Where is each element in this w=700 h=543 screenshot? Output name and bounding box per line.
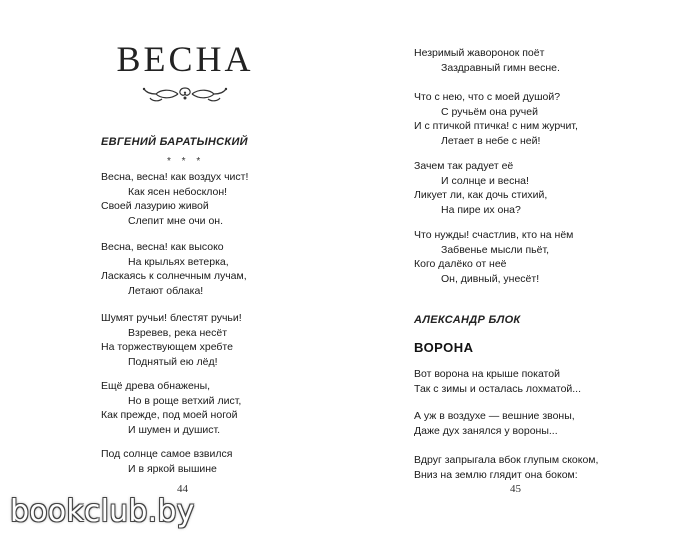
verse-line: Что с нею, что с моей душой?	[414, 91, 561, 103]
verse-line: И в яркой вышине	[128, 462, 217, 475]
watermark: bookclub.by	[10, 494, 195, 529]
verse-line: На торжествующем хребте	[101, 341, 233, 354]
verse-line: Весна, весна! как воздух чист!	[101, 171, 249, 183]
verse-line: Вниз на землю глядит она боком:	[414, 468, 578, 481]
verse-line: Забвенье мысли пьёт,	[441, 243, 550, 256]
stars-separator: * * *	[167, 156, 205, 167]
verse-line: Шумят ручьи! блестят ручьи!	[101, 312, 242, 324]
stanza	[414, 367, 581, 396]
author-name: ЕВГЕНИЙ БАРАТЫНСКИЙ	[101, 136, 248, 148]
stanza	[414, 228, 573, 286]
verse-line: Как прежде, под моей ногой	[101, 409, 238, 422]
verse-line: Поднятый ею лёд!	[128, 355, 218, 368]
verse-line: И с птичкой птичка! с ним журчит,	[414, 120, 578, 133]
poem-title: ВОРОНА	[414, 340, 474, 355]
verse-line: На пире их она?	[441, 203, 521, 216]
verse-line: Что нужды! счастлив, кто на нём	[414, 229, 574, 241]
verse-line: Вдруг запрыгала вбок глупым скоком,	[414, 454, 599, 466]
stanza	[414, 46, 560, 75]
verse-line: Даже дух занялся у вороны...	[414, 424, 558, 437]
verse-line: С ручьём она ручей	[441, 105, 538, 118]
verse-line: Незримый жаворонок поёт	[414, 47, 545, 59]
verse-line: Под солнце самое взвился	[101, 448, 233, 460]
verse-line: Он, дивный, унесёт!	[441, 272, 540, 285]
verse-line: Зачем так радует её	[414, 160, 514, 172]
stanza	[101, 170, 248, 228]
verse-line: Кого далёко от неё	[414, 258, 507, 271]
stanza	[101, 240, 247, 298]
verse-line: Ещё древа обнажены,	[101, 380, 211, 392]
stanza	[414, 159, 547, 217]
verse-line: Ласкаясь к солнечным лучам,	[101, 270, 247, 283]
verse-line: Ликует ли, как дочь стихий,	[414, 189, 548, 202]
verse-line: Своей лазурию живой	[101, 200, 209, 213]
verse-line: А уж в воздухе — вешние звоны,	[414, 410, 575, 422]
stanza	[101, 311, 242, 369]
stanza	[414, 90, 578, 148]
verse-line: Вот ворона на крыше покатой	[414, 368, 560, 380]
verse-line: Летает в небе с ней!	[441, 134, 541, 147]
section-title: ВЕСНА	[116, 39, 254, 79]
verse-line: Но в роще ветхий лист,	[128, 394, 242, 407]
page-number: 44	[177, 483, 188, 495]
ornament-divider-icon	[140, 84, 230, 104]
page-number: 45	[510, 483, 521, 495]
verse-line: На крыльях ветерка,	[128, 255, 229, 268]
verse-line: Летают облака!	[128, 284, 204, 297]
author-name: АЛЕКСАНДР БЛОК	[414, 314, 521, 326]
stanza	[101, 379, 241, 437]
verse-line: Как ясен небосклон!	[128, 185, 228, 198]
verse-line: Заздравный гимн весне.	[441, 61, 560, 74]
verse-line: Весна, весна! как высоко	[101, 241, 224, 253]
verse-line: Взревев, река несёт	[128, 326, 228, 339]
verse-line: И шумен и душист.	[128, 423, 221, 436]
stanza	[414, 409, 575, 438]
stanza	[101, 447, 232, 476]
verse-line: Слепит мне очи он.	[128, 214, 224, 227]
verse-line: И солнце и весна!	[441, 174, 529, 187]
stanza	[414, 453, 598, 482]
verse-line: Так с зимы и осталась лохматой...	[414, 382, 582, 395]
